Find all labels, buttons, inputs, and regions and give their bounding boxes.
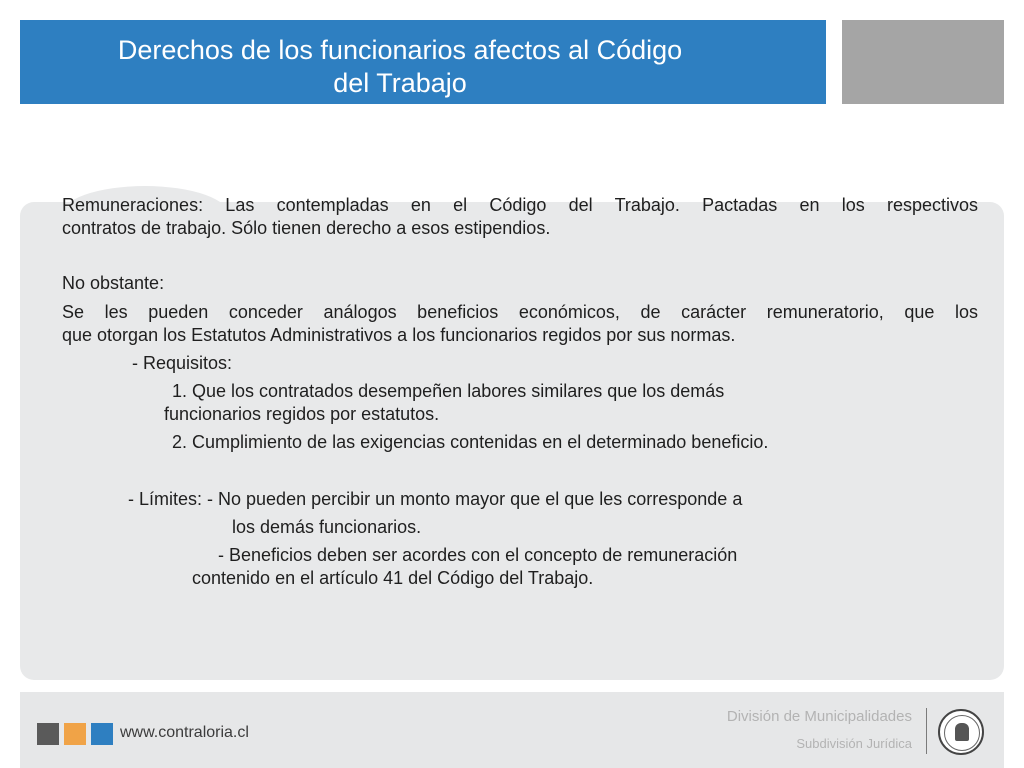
footer-url-link[interactable]: www.contraloria.cl	[120, 724, 249, 741]
slide-title-bar	[20, 20, 826, 104]
requisitos-heading: - Requisitos:	[132, 353, 233, 373]
footer-square-orange	[64, 723, 86, 745]
footer-square-blue	[91, 723, 113, 745]
footer-subdivision: Subdivisión Jurídica	[796, 736, 912, 751]
footer-division: División de Municipalidades	[726, 708, 912, 725]
slide-title	[20, 34, 780, 100]
beneficios-line-1: Se les pueden conceder análogos beneficios económicos, de carácter remuneratorio, que los	[62, 302, 978, 322]
remuneraciones-line-2: contratos de trabajo. Sólo tienen derecho a esos estipendios.	[62, 218, 551, 238]
contraloria-seal-icon	[938, 709, 984, 755]
requisito-1-line-2: funcionarios regidos por estatutos.	[164, 404, 440, 424]
remuneraciones-line-1: Remuneraciones: Las contempladas en el Código del Trabajo. Pactadas en los respectivos	[62, 195, 978, 215]
limites-beneficios-line-1: - Beneficios deben ser acordes con el concepto de remuneración	[218, 545, 738, 565]
requisito-1-line-1: 1. Que los contratados desempeñen labores similares que los demás	[172, 381, 725, 401]
limites-line-1: - Límites: - No pueden percibir un monto mayor que el que les corresponde a	[128, 489, 743, 509]
footer-square-dark	[37, 723, 59, 745]
footer-separator	[926, 708, 927, 754]
limites-beneficios-line-2: contenido en el artículo 41 del Código del Trabajo.	[192, 568, 594, 588]
requisito-2: 2. Cumplimiento de las exigencias contenidas en el determinado beneficio.	[172, 432, 769, 452]
limites-line-2: los demás funcionarios.	[232, 517, 422, 537]
slide-footer	[20, 692, 1004, 768]
beneficios-line-2: que otorgan los Estatutos Administrativos a los funcionarios regidos por sus normas.	[62, 325, 736, 345]
slide-title-line-2: del Trabajo	[333, 68, 467, 98]
slide-title-line-1: Derechos de los funcionarios afectos al Código	[117, 35, 683, 65]
no-obstante-label: No obstante:	[62, 273, 165, 293]
title-accent-block	[842, 20, 1004, 104]
